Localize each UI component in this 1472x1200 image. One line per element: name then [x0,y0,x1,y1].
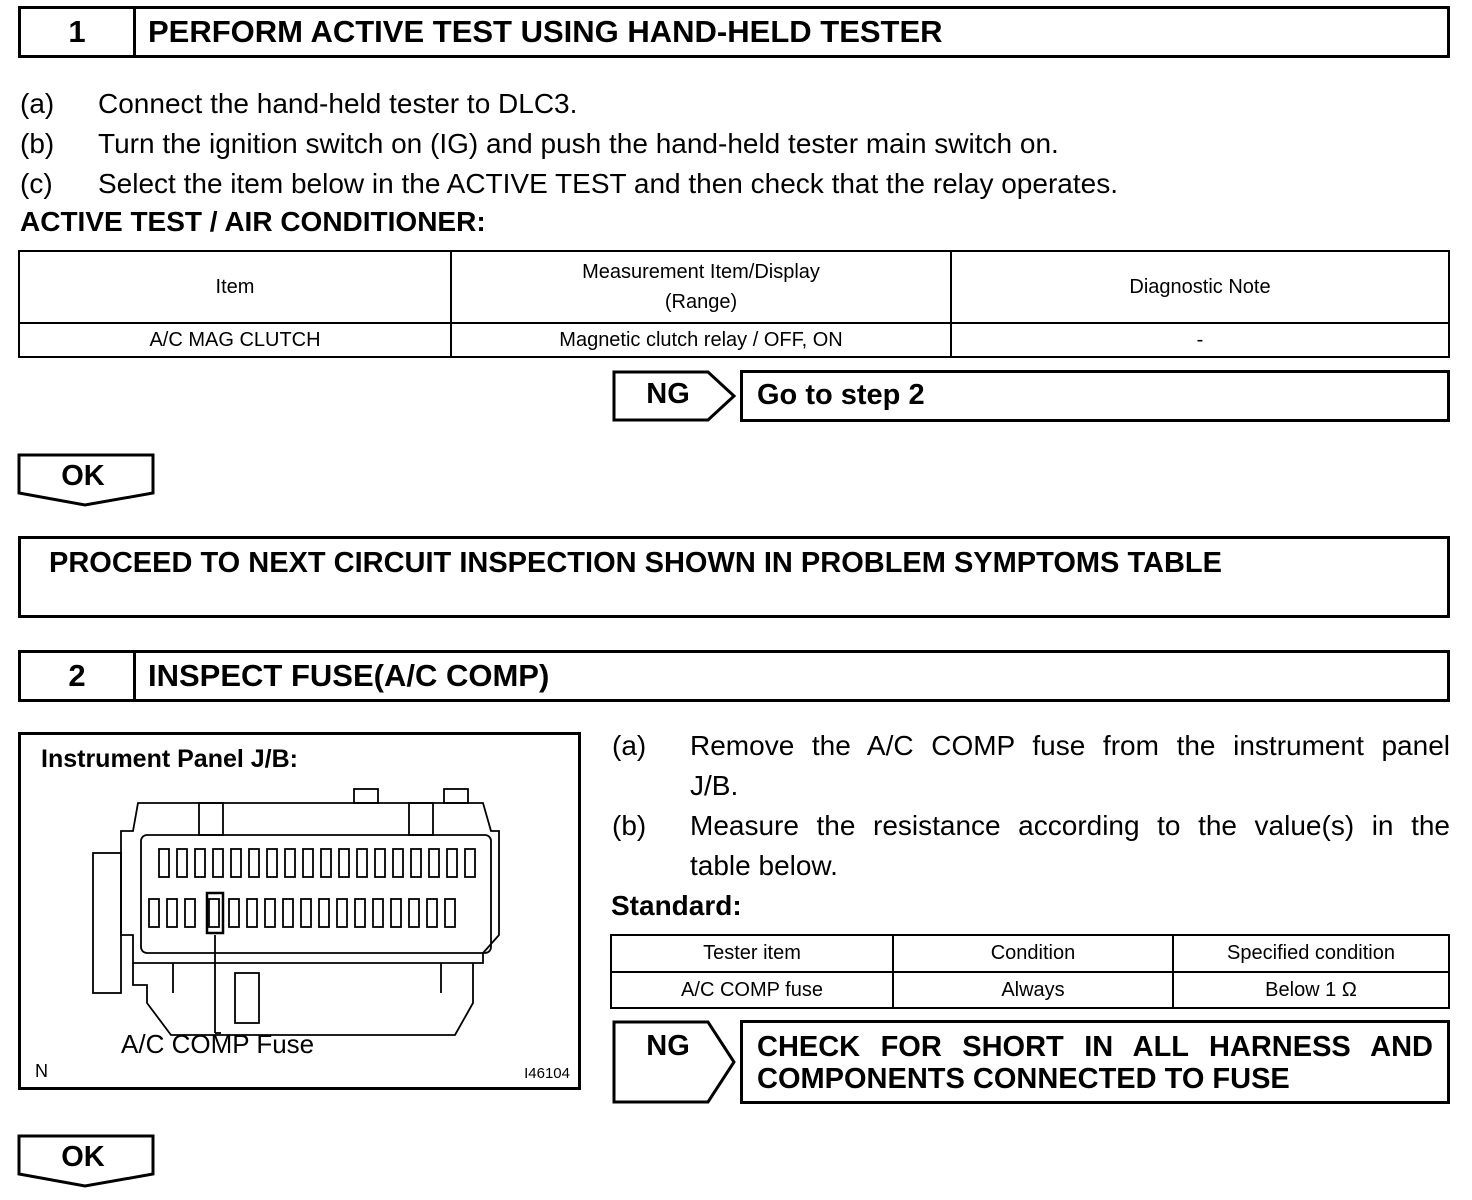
substep-label: (a) [20,88,55,119]
header-line-2: (Range) [664,291,738,313]
step1-header [18,6,1450,58]
table-header-item: Item [19,251,451,323]
substep-text: Select the item below in the ACTIVE TEST and then check that the relay operates. [98,168,1118,199]
substep-text-line2: J/B. [690,770,739,801]
step2-number: 2 [21,653,136,699]
substep-text-line1: Remove the A/C COMP fuse from the instrument panel [690,730,1450,761]
standard-table [610,934,1450,1009]
header-line-1: Measurement Item/Display [582,261,820,283]
figure-title: Instrument Panel J/B: [41,745,298,773]
junction-block-figure [18,732,581,1090]
table-header-measurement [451,251,951,323]
step2-header [18,650,1450,702]
substep-label: (c) [20,168,53,199]
table-cell: A/C COMP fuse [611,972,893,1008]
substep-text: Turn the ignition switch on (IG) and push the hand-held tester main switch on. [98,128,1059,159]
table-header-tester-item: Tester item [611,935,893,972]
table-header-condition: Condition [893,935,1173,972]
step2-substep-a [610,726,1450,806]
table-header-specified: Specified condition [1173,935,1449,972]
figure-corner-mark: N [35,1061,48,1081]
table-cell: - [951,323,1449,357]
step1-title: PERFORM ACTIVE TEST USING HAND-HELD TESTER [148,14,943,49]
ng-result-line2: COMPONENTS CONNECTED TO FUSE [757,1063,1290,1095]
ng-label: NG [646,1030,690,1062]
active-test-table [18,250,1450,358]
ng-result-line1: CHECK FOR SHORT IN ALL HARNESS AND [757,1031,1433,1063]
step2-title: INSPECT FUSE(A/C COMP) [148,658,550,693]
step1-number: 1 [21,9,136,55]
table-header-note: Diagnostic Note [951,251,1449,323]
active-test-table-title: ACTIVE TEST / AIR CONDITIONER: [20,206,486,237]
ng-result-text: Go to step 2 [757,379,925,411]
step1-substep-a [20,84,1440,124]
step1-substep-b [20,124,1440,164]
substep-label: (a) [612,730,647,761]
standard-label: Standard: [611,890,742,921]
step1-substep-c [20,164,1440,204]
table-cell: Always [893,972,1173,1008]
ng-result-box [740,370,1450,422]
table-cell: Magnetic clutch relay / OFF, ON [451,323,951,357]
ok-result-text: PROCEED TO NEXT CIRCUIT INSPECTION SHOWN IN PROBLEM SYMPTOMS TABLE [49,547,1222,579]
figure-id: I46104 [524,1065,570,1082]
substep-text-line2: table below. [690,850,838,881]
ng-result-box [740,1020,1450,1104]
ng-label: NG [646,378,690,410]
table-cell: A/C MAG CLUTCH [19,323,451,357]
substep-text: Connect the hand-held tester to DLC3. [98,88,578,119]
substep-text-line1: Measure the resistance according to the value(s) in the [690,810,1450,841]
ok-label: OK [61,460,105,492]
fuse-callout-label: A/C COMP Fuse [121,1029,315,1059]
table-cell: Below 1 Ω [1173,972,1449,1008]
substep-label: (b) [612,810,647,841]
ok-label: OK [61,1141,105,1173]
substep-label: (b) [20,128,55,159]
step2-substep-b [610,806,1450,886]
ok-result-box [18,536,1450,618]
